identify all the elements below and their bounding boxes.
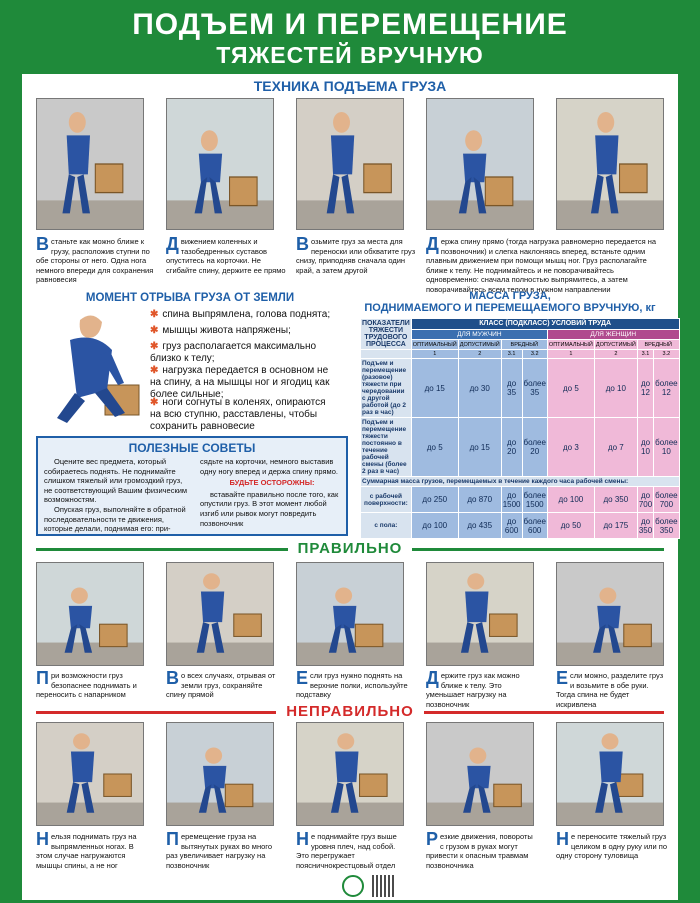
row-work-surface-label: с рабочей поверхности: bbox=[361, 487, 412, 513]
bullet-text: спина выпрямлена, голова поднята; bbox=[162, 309, 331, 320]
right-photo bbox=[166, 562, 274, 666]
mass-value: до 870 bbox=[458, 487, 501, 513]
caption-text: о всех случаях, отрывая от земли груз, сохраняйте спину прямой bbox=[166, 671, 276, 699]
technique-title: ТЕХНИКА ПОДЪЕМА ГРУЗА bbox=[253, 78, 447, 94]
advice-column-1 bbox=[44, 457, 192, 534]
caption-text: станьте как можно ближе к грузу, расположив ступни по обе стороны от него. Одна нога немного впереди для сохранения равновесия bbox=[36, 237, 154, 284]
moment-bullet bbox=[150, 397, 335, 433]
sub-optimal-men: ОПТИМАЛЬНЫЙ bbox=[412, 341, 457, 348]
drop-cap: Д bbox=[166, 234, 179, 254]
sub-harmful-men: ВРЕДНЫЙ bbox=[501, 340, 547, 350]
caption-text: вижением коленных и тазобедренных суставов опуститесь на корточки. Не сгибайте спину, держите ее прямо bbox=[166, 237, 286, 275]
advice-paragraph-4: вставайте правильно после того, как опустили груз. В этот момент любой изгиб или рывок могут повредить позвоночник bbox=[200, 489, 339, 528]
moment-bullet bbox=[150, 309, 335, 321]
right-photo bbox=[556, 562, 664, 666]
technique-photo bbox=[556, 98, 664, 230]
caption-text: е переносите тяжелый груз целиком в одну руку или по одну сторону туловища bbox=[556, 832, 668, 860]
mass-value: более 600 bbox=[522, 513, 547, 539]
mass-value: до 1500 bbox=[501, 487, 522, 513]
bullet-icon: ✱ bbox=[150, 341, 159, 352]
technique-photo bbox=[166, 98, 274, 230]
technique-photo bbox=[36, 98, 144, 230]
advice-paragraph-3: сядьте на корточки, немного выставив одну ногу вперед и держа спину прямо. bbox=[200, 457, 338, 476]
mass-value: более 35 bbox=[522, 359, 547, 418]
drop-cap: Е bbox=[296, 668, 309, 688]
mass-title bbox=[355, 290, 665, 314]
mass-value: до 50 bbox=[547, 513, 594, 539]
right-caption bbox=[36, 668, 148, 700]
caption-text: еремещение груза на вытянутых руках во много раз увеличивает нагрузку на позвоночник bbox=[166, 832, 273, 870]
mass-value: до 10 bbox=[594, 359, 637, 418]
advice-title: ПОЛЕЗНЫЕ СОВЕТЫ bbox=[128, 441, 256, 455]
advice-paragraph-1: Оцените вес предмета, который собираетесь поднять. Не поднимайте слишком тяжелый или громоздкий груз, не соответствующий Вашим физическим возможностям. bbox=[44, 457, 188, 505]
wrong-photo bbox=[36, 722, 144, 826]
footer bbox=[22, 872, 678, 900]
qr-code-icon bbox=[372, 875, 394, 897]
class-code: 1 bbox=[411, 350, 458, 359]
title-line-2: ТЯЖЕСТЕЙ ВРУЧНУЮ bbox=[216, 42, 484, 68]
drop-cap: П bbox=[36, 668, 49, 688]
row-work-surface bbox=[361, 487, 680, 513]
bullet-text: нагрузка передается в основном не на спину, а на мышцы ног и ягодиц как более сильные; bbox=[150, 365, 330, 400]
technique-step-caption bbox=[166, 234, 290, 275]
bullet-icon: ✱ bbox=[150, 365, 159, 376]
sub-harmful-women: ВРЕДНЫЙ bbox=[637, 340, 679, 350]
wrong-caption bbox=[556, 829, 668, 861]
mass-value: более 12 bbox=[654, 359, 679, 418]
right-title: ПРАВИЛЬНО bbox=[0, 540, 700, 557]
class-code: 3.1 bbox=[637, 350, 653, 359]
row-floor-label: с пола: bbox=[361, 513, 412, 539]
advice-paragraph-2: Опуская груз, выполняйте в обратной последовательности те движения, которые делали, поднимая его: при- bbox=[44, 504, 186, 534]
right-photo bbox=[36, 562, 144, 666]
right-photo bbox=[426, 562, 534, 666]
mass-value: до 250 bbox=[411, 487, 458, 513]
mass-value: до 3 bbox=[547, 418, 594, 477]
caption-text: сли груз нужно поднять на верхние полки, используйте подставку bbox=[296, 671, 408, 699]
mass-value: до 7 bbox=[594, 418, 637, 477]
sub-optimal-women: ОПТИМАЛЬНЫЙ bbox=[548, 341, 593, 348]
moment-bullet bbox=[150, 325, 335, 337]
drop-cap: П bbox=[166, 829, 179, 849]
caption-text: езкие движения, повороты с грузом в руках могут привести к опасным травмам позвоночника bbox=[426, 832, 533, 870]
advice-column-2 bbox=[200, 457, 344, 528]
moment-title: МОМЕНТ ОТРЫВА ГРУЗА ОТ ЗЕМЛИ bbox=[85, 292, 295, 304]
codes-row bbox=[361, 350, 680, 359]
sum-label: Суммарная масса грузов, перемещаемых в течение каждого часа рабочей смены: bbox=[361, 477, 680, 487]
mass-value: до 12 bbox=[637, 359, 653, 418]
row-single-lift-label: Подъем и перемещение (разовое) тяжести при чередовании с другой работой (до 2 раз в час) bbox=[361, 359, 412, 418]
bullet-icon: ✱ bbox=[150, 309, 159, 320]
class-code: 3.2 bbox=[654, 350, 679, 359]
technique-step-caption bbox=[426, 234, 666, 294]
drop-cap: Д bbox=[426, 668, 439, 688]
mass-value: до 435 bbox=[458, 513, 501, 539]
mass-value: до 15 bbox=[411, 359, 458, 418]
mass-value: до 100 bbox=[547, 487, 594, 513]
bullet-text: груз располагается максимально близко к телу; bbox=[150, 341, 317, 364]
mass-value: до 175 bbox=[594, 513, 637, 539]
class-code: 3.2 bbox=[522, 350, 547, 359]
drop-cap: Д bbox=[426, 234, 439, 254]
row-constant-lift-label: Подъем и перемещение тяжести постоянно в течение рабочей смены (более 2 раз в час) bbox=[361, 418, 412, 477]
wrong-photo bbox=[296, 722, 404, 826]
right-photo bbox=[296, 562, 404, 666]
mass-value: до 20 bbox=[501, 418, 522, 477]
caption-text: озьмите груз за места для переноски или обхватите груз снизу, приподняв сначала один край, а затем другой bbox=[296, 237, 416, 275]
drop-cap: Е bbox=[556, 668, 569, 688]
mass-value: более 700 bbox=[654, 487, 679, 513]
drop-cap: В bbox=[296, 234, 309, 254]
wrong-photo bbox=[556, 722, 664, 826]
sub-admissible-men: ДОПУСТИМЫЙ bbox=[459, 341, 500, 348]
caption-text: ри возможности груз безопаснее поднимать и переносить с напарником bbox=[36, 671, 137, 699]
mass-value: более 10 bbox=[654, 418, 679, 477]
mass-value: до 5 bbox=[411, 418, 458, 477]
wrong-caption bbox=[166, 829, 278, 870]
mass-corner-header: ПОКАЗАТЕЛИ ТЯЖЕСТИ ТРУДОВОГО ПРОЦЕССА bbox=[362, 320, 410, 348]
drop-cap: В bbox=[36, 234, 49, 254]
poster-title bbox=[0, 8, 700, 68]
moment-bullet bbox=[150, 365, 335, 401]
caption-text: ержите груз как можно ближе к телу. Это уменьшает нагрузку на позвоночник bbox=[426, 671, 520, 709]
row-floor bbox=[361, 513, 680, 539]
right-caption bbox=[296, 668, 408, 700]
drop-cap: Р bbox=[426, 829, 439, 849]
wrong-photo bbox=[426, 722, 534, 826]
caption-text: ельзя поднимать груз на выпрямленных ногах. В этом случае нагружаются мышцы спины, а не ног bbox=[36, 832, 137, 870]
class-code: 3.1 bbox=[501, 350, 522, 359]
wrong-photo bbox=[166, 722, 274, 826]
right-caption bbox=[166, 668, 278, 700]
class-code: 2 bbox=[458, 350, 501, 359]
mass-table bbox=[360, 318, 680, 539]
bullet-text: ноги согнуты в коленях, опираются на всю ступню, расставлены, чтобы сохранить равновесие bbox=[150, 397, 326, 432]
bullet-text: мышцы живота напряжены; bbox=[162, 325, 291, 336]
wrong-caption bbox=[36, 829, 148, 870]
class-header: КЛАСС (ПОДКЛАСС) УСЛОВИЙ ТРУДА bbox=[411, 319, 679, 330]
women-header: ДЛЯ ЖЕНЩИН bbox=[547, 329, 679, 340]
mass-value: до 100 bbox=[411, 513, 458, 539]
wrong-title: НЕПРАВИЛЬНО bbox=[0, 703, 700, 720]
wrong-caption bbox=[426, 829, 538, 870]
class-code: 2 bbox=[594, 350, 637, 359]
class-code: 1 bbox=[547, 350, 594, 359]
mass-value: более 20 bbox=[522, 418, 547, 477]
bullet-icon: ✱ bbox=[150, 397, 159, 408]
mass-value: до 30 bbox=[458, 359, 501, 418]
caption-text: е поднимайте груз выше уровня плеч, над собой. Это перегружает поясничнокрестцовый отдел bbox=[296, 832, 397, 870]
drop-cap: В bbox=[166, 668, 179, 688]
sub-admissible-women: ДОПУСТИМЫЙ bbox=[595, 341, 636, 348]
caption-text: сли можно, разделите груз и возьмите в обе руки. Тогда спина не будет искривлена bbox=[556, 671, 664, 709]
drop-cap: Н bbox=[296, 829, 309, 849]
mass-value: до 5 bbox=[547, 359, 594, 418]
drop-cap: Н bbox=[556, 829, 569, 849]
mass-value: до 15 bbox=[458, 418, 501, 477]
row-single-lift bbox=[361, 359, 680, 418]
men-header: ДЛЯ МУЖЧИН bbox=[411, 329, 547, 340]
row-constant-lift bbox=[361, 418, 680, 477]
mass-value: до 600 bbox=[501, 513, 522, 539]
technique-photo bbox=[426, 98, 534, 230]
mass-value: до 350 bbox=[637, 513, 653, 539]
technique-step-caption bbox=[296, 234, 420, 275]
technique-photo bbox=[296, 98, 404, 230]
moment-bullet bbox=[150, 341, 335, 365]
mass-value: более 350 bbox=[654, 513, 679, 539]
advice-warning: БУДЬТЕ ОСТОРОЖНЫ: bbox=[229, 478, 315, 488]
mass-title-line-1: МАССА ГРУЗА, bbox=[469, 290, 551, 302]
technique-step-caption bbox=[36, 234, 160, 285]
mass-value: до 700 bbox=[637, 487, 653, 513]
caption-text: ержа спину прямо (тогда нагрузка равномерно передается на позвоночник) и слегка наклоняясь вперед, встаньте одним плавным движением при помощи мышц ног. Груз располагайте ближе к телу. Не поднимайтесь и не поворачивайтесь одновременно: сначала полностью выпрямитесь, а затем поворачивайтесь всем телом в нужном направлении bbox=[426, 237, 657, 294]
publisher-logo bbox=[342, 875, 364, 897]
mass-value: более 1500 bbox=[522, 487, 547, 513]
bullet-icon: ✱ bbox=[150, 325, 159, 336]
mass-value: до 35 bbox=[501, 359, 522, 418]
title-line-1: ПОДЪЕМ И ПЕРЕМЕЩЕНИЕ bbox=[132, 8, 568, 41]
mass-title-line-2: ПОДНИМАЕМОГО И ПЕРЕМЕЩАЕМОГО ВРУЧНУЮ, кг bbox=[364, 302, 656, 314]
drop-cap: Н bbox=[36, 829, 49, 849]
advice-box bbox=[36, 436, 348, 536]
mass-value: до 10 bbox=[637, 418, 653, 477]
mass-value: до 350 bbox=[594, 487, 637, 513]
worker-lifting-illustration bbox=[40, 305, 145, 430]
